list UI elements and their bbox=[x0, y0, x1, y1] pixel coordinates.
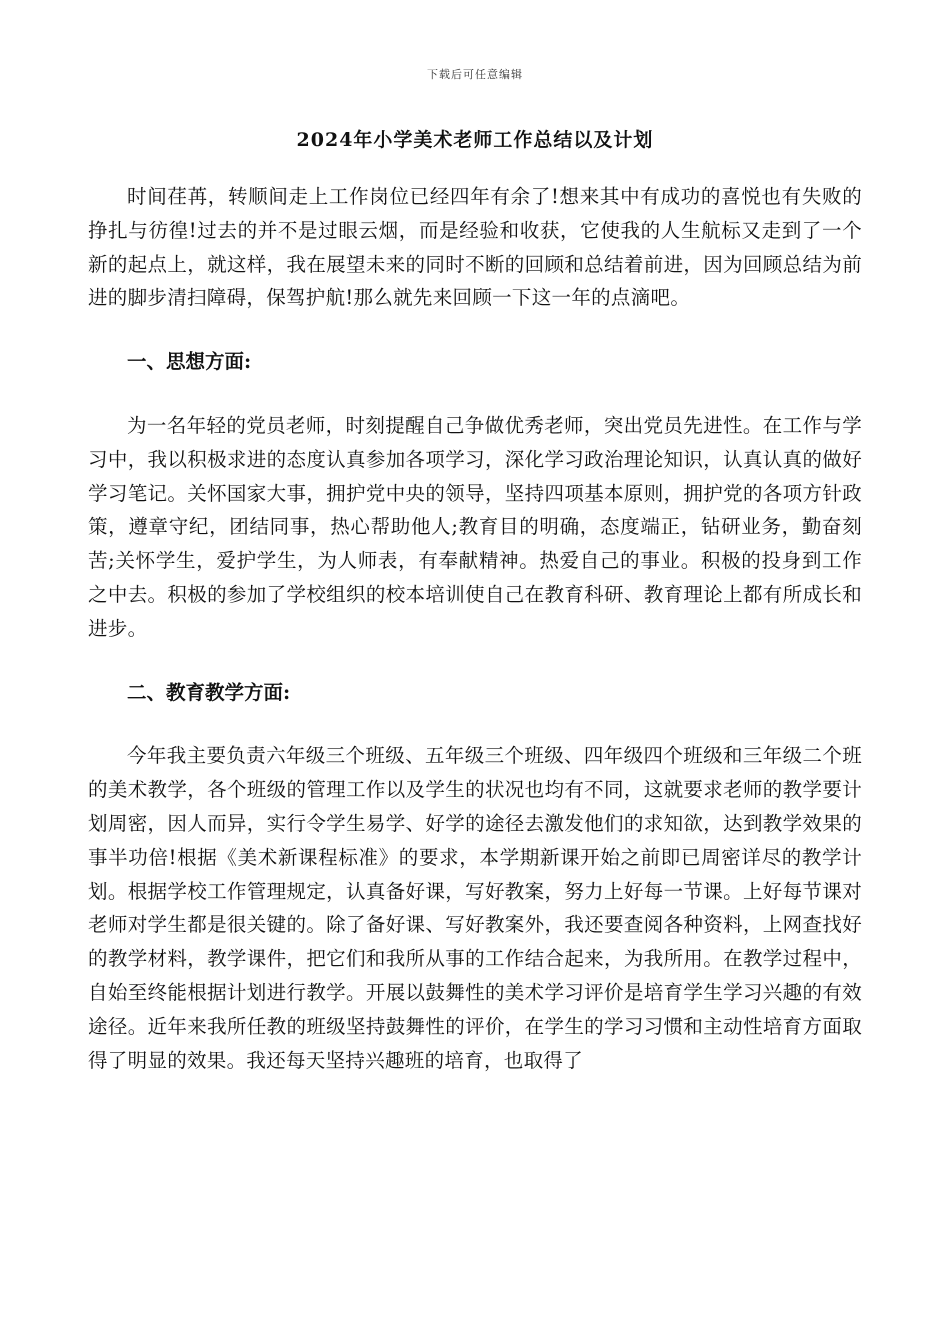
header-note: 下载后可任意编辑 bbox=[427, 68, 523, 81]
section-body-thought: 为一名年轻的党员老师，时刻提醒自己争做优秀老师，突出党员先进性。在工作与学习中，我以积极求进的态度认真参加各项学习，深化学习政治理论知识，认真认真的做好学习笔记。关怀国家大事，拥护党中央的领导，坚持四项基本原则，拥护党的各项方针政策，遵章守纪，团结同事，热心帮助他人;教育目的明确，态度端正，钻研业务，勤奋刻苦;关怀学生，爱护学生，为人师表，有奉献精神。热爱自己的事业。积极的投身到工作之中去。积极的参加了学校组织的校本培训使自己在教育科研、教育理论上都有所成长和进步。 bbox=[88, 413, 862, 640]
section-heading-thought: 一、思想方面: bbox=[127, 350, 252, 374]
intro-paragraph: 时间荏苒，转顺间走上工作岗位已经四年有余了!想来其中有成功的喜悦也有失败的挣扎与彷徨!过去的并不是过眼云烟，而是经验和收获，它使我的人生航标又走到了一个新的起点上，就这样，我在展望未来的同时不断的回顾和总结着前进，因为回顾总结为前进的脚步清扫障碍，保驾护航!那么就先来回顾一下这一年的点滴吧。 bbox=[88, 185, 862, 310]
section-heading-teaching: 二、教育教学方面: bbox=[127, 680, 291, 704]
section-body-teaching: 今年我主要负责六年级三个班级、五年级三个班级、四年级四个班级和三年级二个班的美术教学，各个班级的管理工作以及学生的状况也均有不同，这就要求老师的教学要计划周密，因人而异，实行令学生易学、好学的途径去激发他们的求知欲，达到教学效果的事半功倍!根据《美术新课程标准》的要求，本学期新课开始之前即已周密详尽的教学计划。根据学校工作管理规定，认真备好课，写好教案，努力上好每一节课。上好每节课对老师对学生都是很关键的。除了备好课、写好教案外，我还要查阅各种资料，上网查找好的教学材料，教学课件，把它们和我所从事的工作结合起来，为我所用。在教学过程中，自始至终能根据计划进行教学。开展以鼓舞性的美术学习评价是培育学生学习兴趣的有效途径。近年来我所任教的班级坚持鼓舞性的评价，在学生的学习习惯和主动性培育方面取得了明显的效果。我还每天坚持兴趣班的培育，也取得了 bbox=[88, 744, 862, 1072]
page-title: 2024年小学美术老师工作总结以及计划 bbox=[296, 129, 654, 151]
document-body bbox=[88, 180, 862, 1077]
